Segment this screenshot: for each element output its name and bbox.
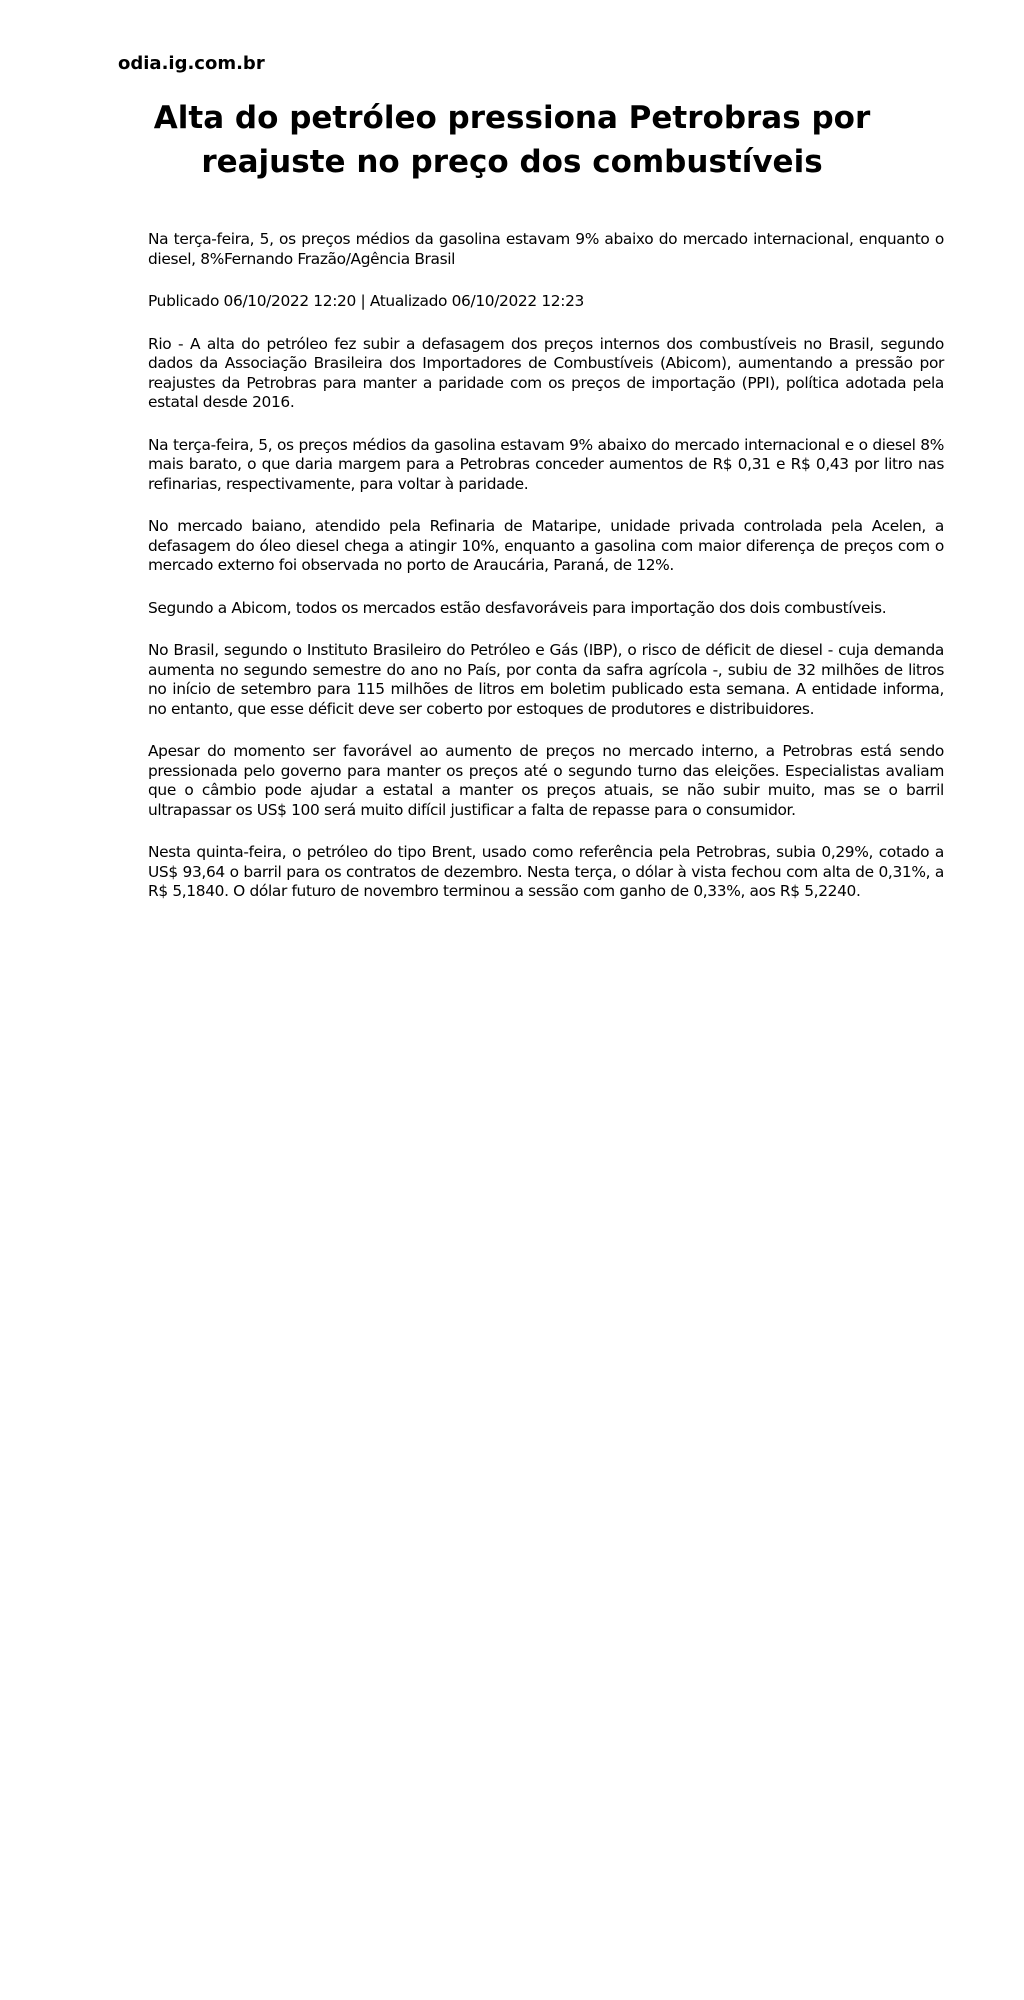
article-body	[148, 230, 944, 925]
article-paragraph: Nesta quinta-feira, o petróleo do tipo Brent, usado como referência pela Petrobras, subia 0,29%, cotado a US$ 93,64 o barril para os contratos de dezembro. Nesta terça, o dólar à vista fechou com alta de 0,31%, a R$ 5,1840. O dólar futuro de novembro terminou a sessão com ganho de 0,33%, aos R$ 5,2240.	[148, 843, 944, 900]
article-paragraph: Segundo a Abicom, todos os mercados estão desfavoráveis para importação dos dois combustíveis.	[148, 598, 887, 617]
site-name: odia.ig.com.br	[118, 53, 265, 74]
article-paragraph: No Brasil, segundo o Instituto Brasileiro do Petróleo e Gás (IBP), o risco de déficit de diesel - cuja demanda aumenta no segundo semestre do ano no País, por conta da safra agrícola -, subiu de 32 milhões de litros no início de setembro para 115 milhões de litros em boletim publicado esta semana. A entidade informa, no entanto, que esse déficit deve ser coberto por estoques de produtores e distribuidores.	[148, 641, 944, 718]
article-title: Alta do petróleo pressiona Petrobras por reajuste no preço dos combustíveis	[153, 100, 871, 180]
publication-dateline: Publicado 06/10/2022 12:20 | Atualizado 06/10/2022 12:23	[148, 292, 584, 310]
article-paragraph: Rio - A alta do petróleo fez subir a defasagem dos preços internos dos combustíveis no Brasil, segundo dados da Associação Brasileira dos Importadores de Combustíveis (Abicom), aumentando a pressão por reajustes da Petrobras para manter a paridade com os preços de importação (PPI), política adotada pela estatal desde 2016.	[148, 334, 944, 411]
image-caption: Na terça-feira, 5, os preços médios da gasolina estavam 9% abaixo do mercado internacional, enquanto o diesel, 8%Fernando Frazão/Agência Brasil	[148, 230, 944, 268]
article-paragraph: Na terça-feira, 5, os preços médios da gasolina estavam 9% abaixo do mercado internacional e o diesel 8% mais barato, o que daria margem para a Petrobras conceder aumentos de R$ 0,31 e R$ 0,43 por litro nas refinarias, respectivamente, para voltar à paridade.	[148, 435, 944, 493]
article-paragraph: Apesar do momento ser favorável ao aumento de preços no mercado interno, a Petrobras está sendo pressionada pelo governo para manter os preços até o segundo turno das eleições. Especialistas avaliam que o câmbio pode ajudar a estatal a manter os preços atuais, se não subir muito, mas se o barril ultrapassar os US$ 100 será muito difícil justificar a falta de repasse para o consumidor.	[148, 742, 944, 819]
article-paragraph: No mercado baiano, atendido pela Refinaria de Mataripe, unidade privada controlada pela Acelen, a defasagem do óleo diesel chega a atingir 10%, enquanto a gasolina com maior diferença de preços com o mercado externo foi observada no porto de Araucária, Paraná, de 12%.	[148, 517, 944, 574]
